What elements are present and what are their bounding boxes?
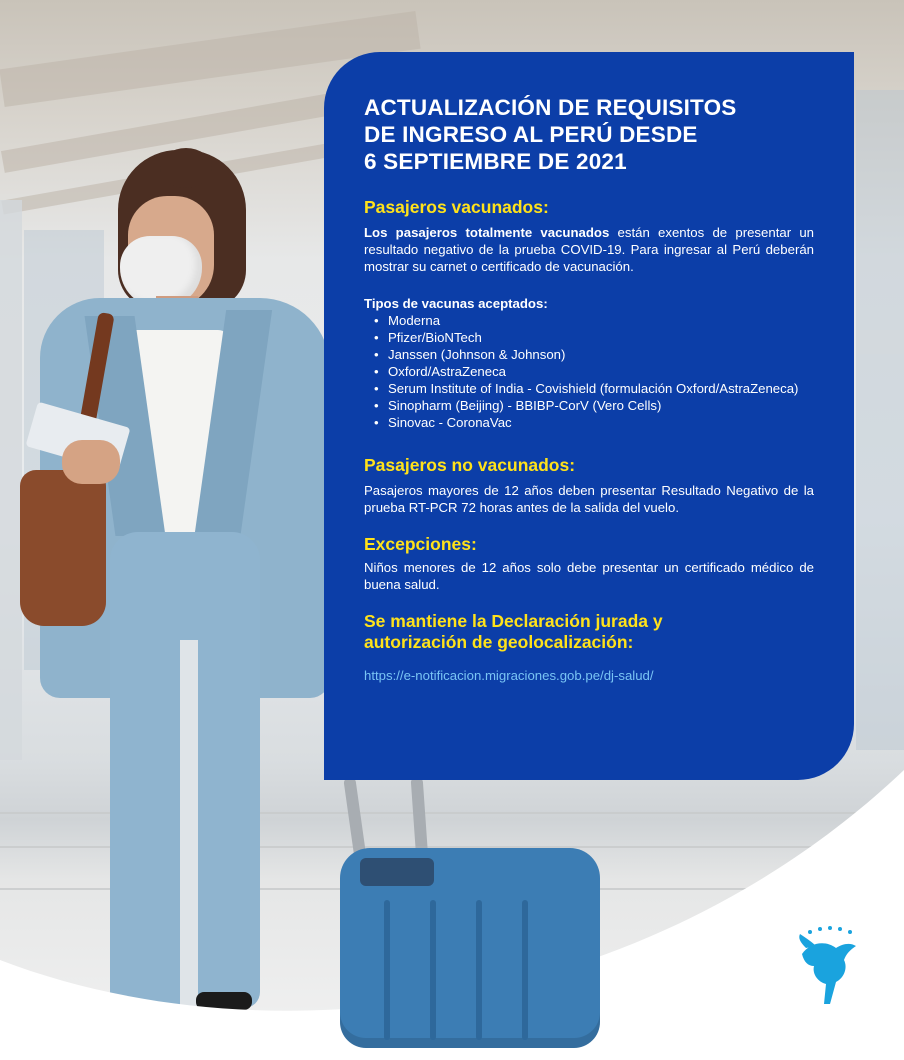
vaccinated-heading: Pasajeros vacunados: xyxy=(364,197,549,217)
vaccine-list xyxy=(364,312,814,431)
list-item: • Moderna xyxy=(374,312,814,329)
jeans-leg-gap xyxy=(180,640,198,1010)
woman-hand xyxy=(62,440,120,484)
brown-bag xyxy=(20,470,106,626)
exceptions-text: Niños menores de 12 años solo debe presentar un certificado médico de buena salud. xyxy=(364,560,814,592)
pillar xyxy=(0,200,22,760)
list-item: • Sinovac - CoronaVac xyxy=(374,414,814,431)
vaccine-list-title: Tipos de vacunas aceptados: xyxy=(364,296,548,311)
card-title xyxy=(364,94,814,175)
suitcase-rib xyxy=(384,900,390,1040)
woman-hair-bun xyxy=(160,148,212,188)
title-line: ACTUALIZACIÓN DE REQUISITOS xyxy=(364,95,737,120)
list-item: • Serum Institute of India - Covishield (formulación Oxford/AstraZeneca) xyxy=(374,380,814,397)
title-line: 6 SEPTIEMBRE DE 2021 xyxy=(364,149,627,174)
unvaccinated-text: Pasajeros mayores de 12 años deben presentar Resultado Negativo de la prueba RT-PCR 72 horas antes de la salida del vuelo. xyxy=(364,483,814,515)
declaration-heading-line: Se mantiene la Declaración jurada y xyxy=(364,611,663,631)
suitcase-rib xyxy=(476,900,482,1040)
shoe xyxy=(196,992,252,1010)
declaration-heading xyxy=(364,611,814,653)
vaccinated-text-rest: están exentos de presentar un resultado negativo de la prueba COVID-19. Para ingresar al Perú deberán mostrar su carnet o certificado de vacunación. xyxy=(364,225,814,274)
window-pane xyxy=(856,90,904,750)
list-item: • Pfizer/BioNTech xyxy=(374,329,814,346)
info-card xyxy=(324,52,854,780)
vaccinated-text xyxy=(364,224,814,275)
declaration-link[interactable]: https://e-notificacion.migraciones.gob.pe/dj-salud/ xyxy=(364,668,654,683)
exceptions-heading: Excepciones: xyxy=(364,534,477,554)
suitcase-handle-grip xyxy=(360,858,434,886)
list-item: • Oxford/AstraZeneca xyxy=(374,363,814,380)
list-item: • Sinopharm (Beijing) - BBIBP-CorV (Vero Cells) xyxy=(374,397,814,414)
vaccinated-text-bold: Los pasajeros totalmente vacunados xyxy=(364,225,610,240)
suitcase-rib xyxy=(522,900,528,1040)
pegasus-logo-icon xyxy=(796,924,860,1008)
declaration-heading-line: autorización de geolocalización: xyxy=(364,632,634,652)
unvaccinated-heading: Pasajeros no vacunados: xyxy=(364,455,576,475)
pillar xyxy=(856,330,904,354)
title-line: DE INGRESO AL PERÚ DESDE xyxy=(364,122,698,147)
list-item: • Janssen (Johnson & Johnson) xyxy=(374,346,814,363)
suitcase-rib xyxy=(430,900,436,1040)
